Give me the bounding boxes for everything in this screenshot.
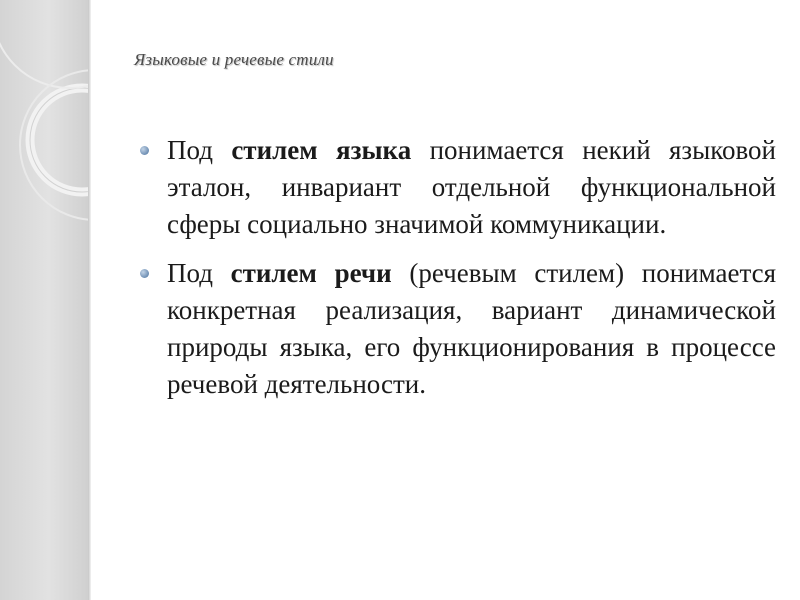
bullet-text: понимается некий языковой эталон, инвариант отдельной функциональной сферы социально значимой коммуникации. — [167, 135, 776, 239]
bullet-lead: Под — [167, 135, 232, 165]
term-speech-style: стилем речи — [230, 258, 392, 288]
bullet-dot-icon — [140, 146, 149, 155]
bullet-text: (речевым стилем) понимается конкретная реализация, вариант динамической природы языка, его функционирования в процессе речевой деятельности. — [167, 258, 777, 399]
term-language-style: стилем языка — [231, 135, 412, 165]
bullet-item-speech-style — [140, 255, 776, 403]
decorative-rings-graphic — [0, 0, 88, 600]
bullet-item-language-style — [140, 132, 776, 243]
bullet-dot-icon — [140, 269, 149, 278]
slide-title: Языковые и речевые стили — [134, 50, 334, 69]
sidebar-divider — [88, 0, 91, 600]
decorative-sidebar — [0, 0, 88, 600]
slide-content — [140, 132, 776, 415]
bullet-lead: Под — [167, 258, 231, 288]
